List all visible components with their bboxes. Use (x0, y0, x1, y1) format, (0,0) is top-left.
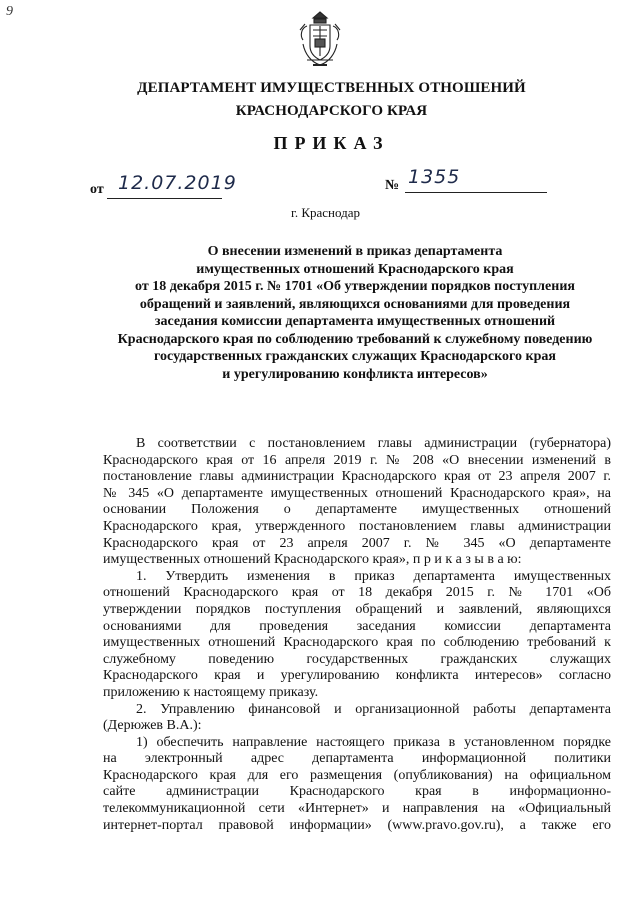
body-line: Краснодарского края от 23 апреля 2007 г. № 345 «О департаменте (103, 535, 611, 551)
body-line: 2. Управлению финансовой и организационной работы департамента (136, 701, 611, 717)
number-prefix: № (385, 178, 400, 193)
body-line: 1) обеспечить направление настоящего приказа в установленном порядке (136, 734, 611, 750)
coat-of-arms-emblem (297, 10, 343, 68)
body-line: основаниями для проведения заседания комиссии департамента (103, 618, 611, 634)
body-line: Краснодарского края и урегулированию конфликта интересов» согласно (103, 668, 611, 684)
handwritten-date: 12.07.2019 (118, 172, 237, 194)
body-line: основании Положения о департаменте имущественных отношений (103, 502, 611, 518)
body-line: Краснодарского края, утвержденного постановлением главы администрации (103, 518, 611, 534)
body-line: утверждении порядков поступления обращений и заявлений, являющихся (103, 601, 611, 617)
subject-line: О внесении изменений в приказ департамента (207, 244, 503, 259)
document-title: ПРИКАЗ (273, 133, 390, 153)
body-line: отношений Краснодарского края от 18 декабря 2015 г. № 1701 «Об (103, 585, 611, 601)
department-name-line2: КРАСНОДАРСКОГО КРАЯ (235, 103, 428, 119)
order-body (103, 436, 611, 834)
date-underline (107, 198, 222, 199)
city-name: г. Краснодар (290, 205, 361, 220)
body-line: 1. Утвердить изменения в приказ департамента имущественных (136, 568, 611, 584)
order-subject (90, 243, 620, 383)
body-line: В соответствии с постановлением главы администрации (губернатора) (136, 436, 611, 451)
subject-line: заседания комиссии департамента имущественных отношений (154, 314, 556, 329)
subject-line: имущественных отношений Краснодарского края (196, 261, 514, 277)
subject-line: Краснодарского края по соблюдению требований к служебному поведению (117, 331, 593, 347)
body-line: на электронный адрес департамента информационной политики (103, 751, 611, 767)
body-line: приложению к настоящему приказу. (103, 684, 319, 700)
body-line: имущественных отношений Краснодарского края по соблюдению требований к (103, 635, 611, 651)
number-underline (405, 192, 547, 193)
subject-line: обращений и заявлений, являющихся основаниями для проведения (139, 296, 571, 312)
body-line: сайте администрации Краснодарского края в информационно- (103, 784, 611, 800)
body-line: Краснодарского края для его размещения (опубликования) на официальном (103, 767, 611, 783)
department-name-line1: ДЕПАРТАМЕНТ ИМУЩЕСТВЕННЫХ ОТНОШЕНИЙ (137, 80, 526, 96)
subject-line: и урегулированию конфликта интересов» (222, 366, 488, 382)
body-line: имущественных отношений Краснодарского края», п р и к а з ы в а ю: (103, 552, 522, 568)
handwritten-order-number: 1355 (408, 166, 461, 188)
body-line: интернет-портал правовой информации» (www.pravo.gov.ru), а также его (103, 817, 611, 833)
body-line: (Дерюжев В.А.): (103, 718, 202, 734)
subject-line: государственных гражданских служащих Краснодарского края (154, 349, 556, 364)
body-line: служебному поведению государственных гражданских служащих (103, 651, 611, 667)
date-prefix: от (90, 182, 104, 197)
subject-line: от 18 декабря 2015 г. № 1701 «Об утверждении порядков поступления (135, 279, 575, 294)
body-line: Краснодарского края от 16 апреля 2019 г. № 208 «О внесении изменений в (103, 452, 611, 468)
body-line: № 345 «О департаменте имущественных отношений Краснодарского края», на (103, 485, 611, 501)
page-corner-mark: 9 (6, 4, 13, 19)
body-line: телекоммуникационной сети «Интернет» и направления на «Официальный (103, 801, 611, 817)
body-line: постановление главы администрации Краснодарского края от 23 апреля 2007 г. (103, 469, 611, 485)
